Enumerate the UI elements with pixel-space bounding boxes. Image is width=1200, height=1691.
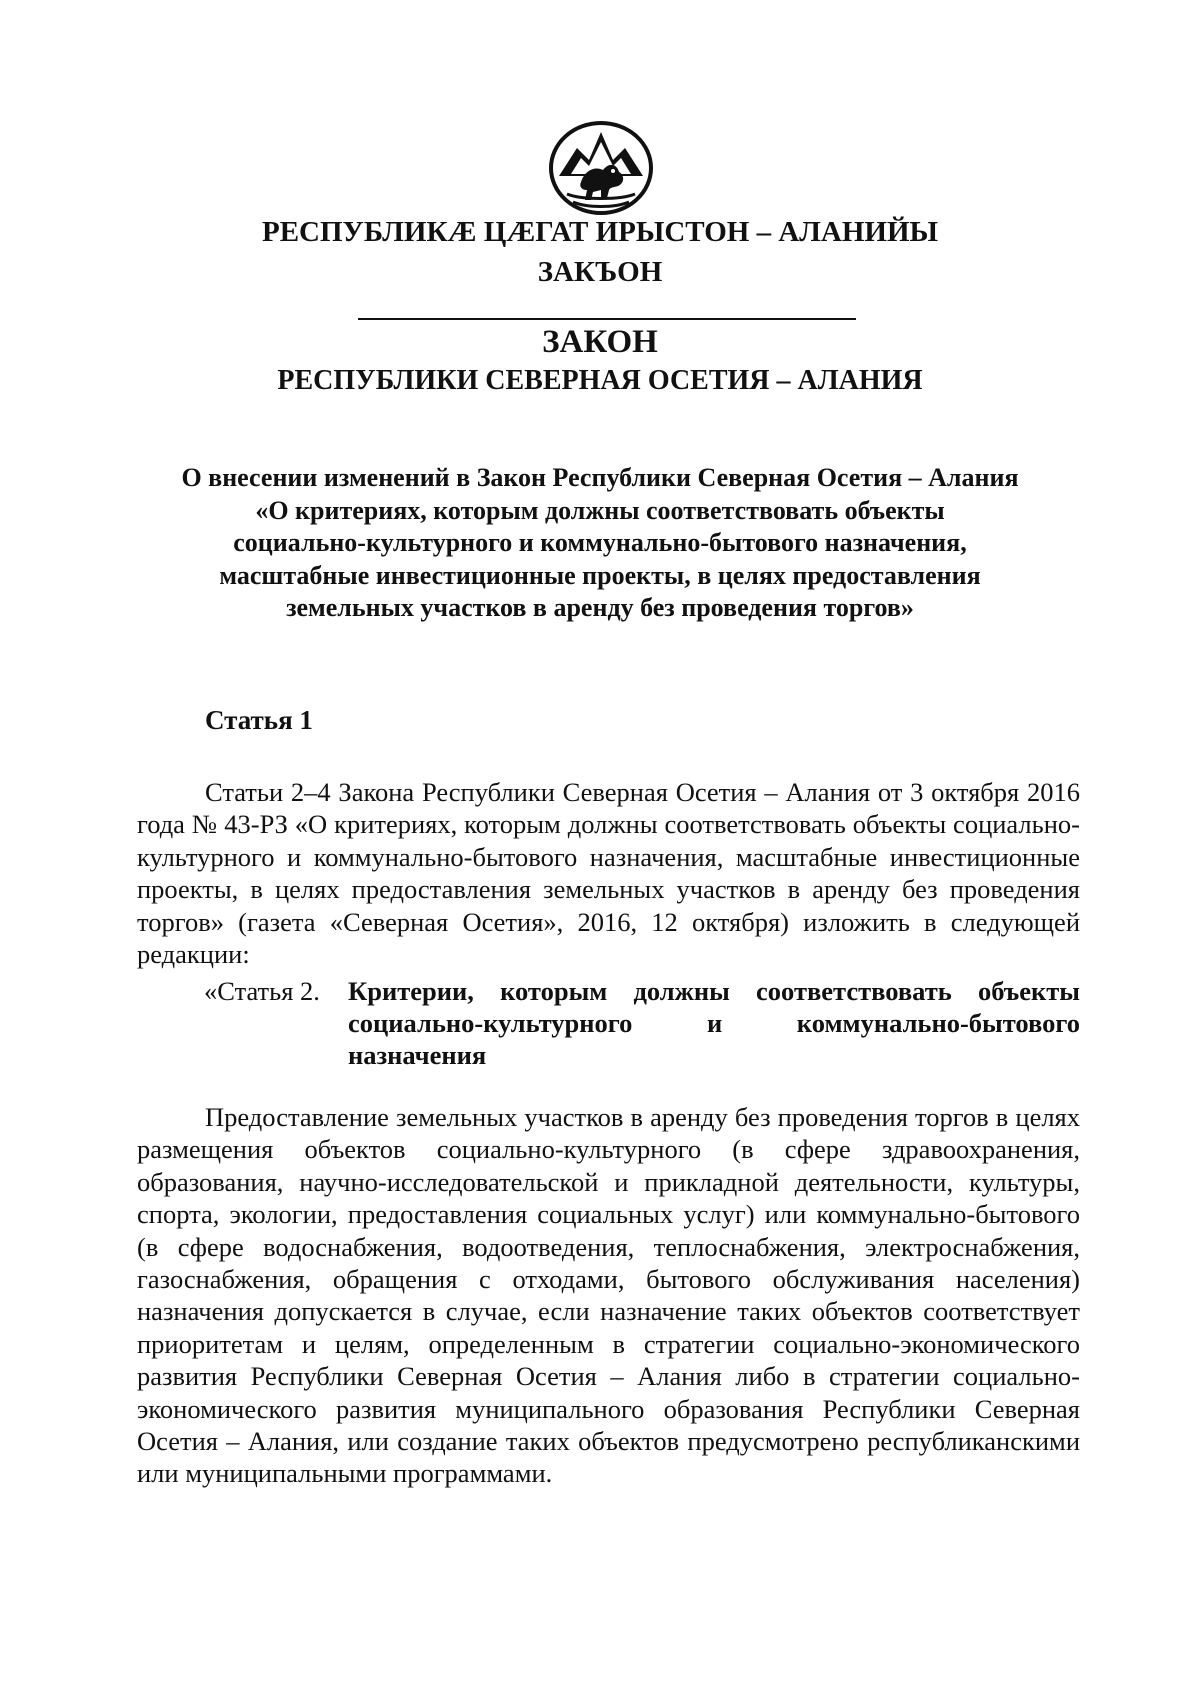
- ossetian-law-word: ЗАКЪОН: [537, 256, 663, 288]
- article-1-text: Статьи 2–4 Закона Республики Северная Осетия – Алания от 3 октября 2016 года № 43-РЗ «О критериях, которым должны соответствовать объекты социально-культурного и коммунально-бытового назначения, масштабные инвестиционные проекты, в целях предоставления земельных участков в аренду без проведения торгов» (газета «Северная Осетия», 2016, 12 октября) изложить в следующей редакции:: [137, 777, 1080, 970]
- law-title-line: социально-культурного и коммунально-бытового назначения,: [233, 528, 967, 557]
- law-title-line: земельных участков в аренду без проведения торгов»: [286, 593, 914, 622]
- law-title: [130, 462, 1070, 625]
- header-divider: [358, 318, 856, 320]
- article-1-heading: Статья 1: [205, 705, 313, 735]
- article-2-text: Предоставление земельных участков в аренду без проведения торгов в целях размещения объектов социально-культурного (в сфере здравоохранения, образования, научно-исследовательской и прикладной деятельности, культуры, спорта, экологии, предоставления социальных услуг) или коммунально-бытового (в сфере водоснабжения, водоотведения, теплоснабжения, электроснабжения, газоснабжения, обращения с отходами, бытового обслуживания населения) назначения допускается в случае, если назначение таких объектов соответствует приоритетам и целям, определенным в стратегии социально-экономического развития Республики Северная Осетия – Алания либо в стратегии социально-экономического развития муниципального образования Республики Северная Осетия – Алания, или создание таких объектов предусмотрено республиканскими или муниципальными программами.: [137, 1102, 1080, 1489]
- article-2-prefix: «Статья 2.: [204, 976, 320, 1006]
- law-title-line: О внесении изменений в Закон Республики Северная Осетия – Алания: [181, 463, 1019, 492]
- ossetian-header: [130, 212, 1070, 292]
- coat-of-arms-emblem-icon: [547, 118, 655, 216]
- ossetian-republic-name: РЕСПУБЛИКÆ ЦÆГАТ ИРЫСТОН – АЛАНИЙЫ: [262, 216, 938, 248]
- republic-name: РЕСПУБЛИКИ СЕВЕРНАЯ ОСЕТИЯ – АЛАНИЯ: [277, 365, 923, 396]
- law-title-line: «О критериях, которым должны соответствовать объекты: [255, 495, 945, 525]
- law-title-line: масштабные инвестиционные проекты, в целях предоставления: [219, 560, 981, 590]
- article-2-title: Критерии, которым должны соответствовать объекты социально-культурного и коммунально-бытового назначения: [348, 976, 1080, 1070]
- law-word: ЗАКОН: [542, 324, 658, 360]
